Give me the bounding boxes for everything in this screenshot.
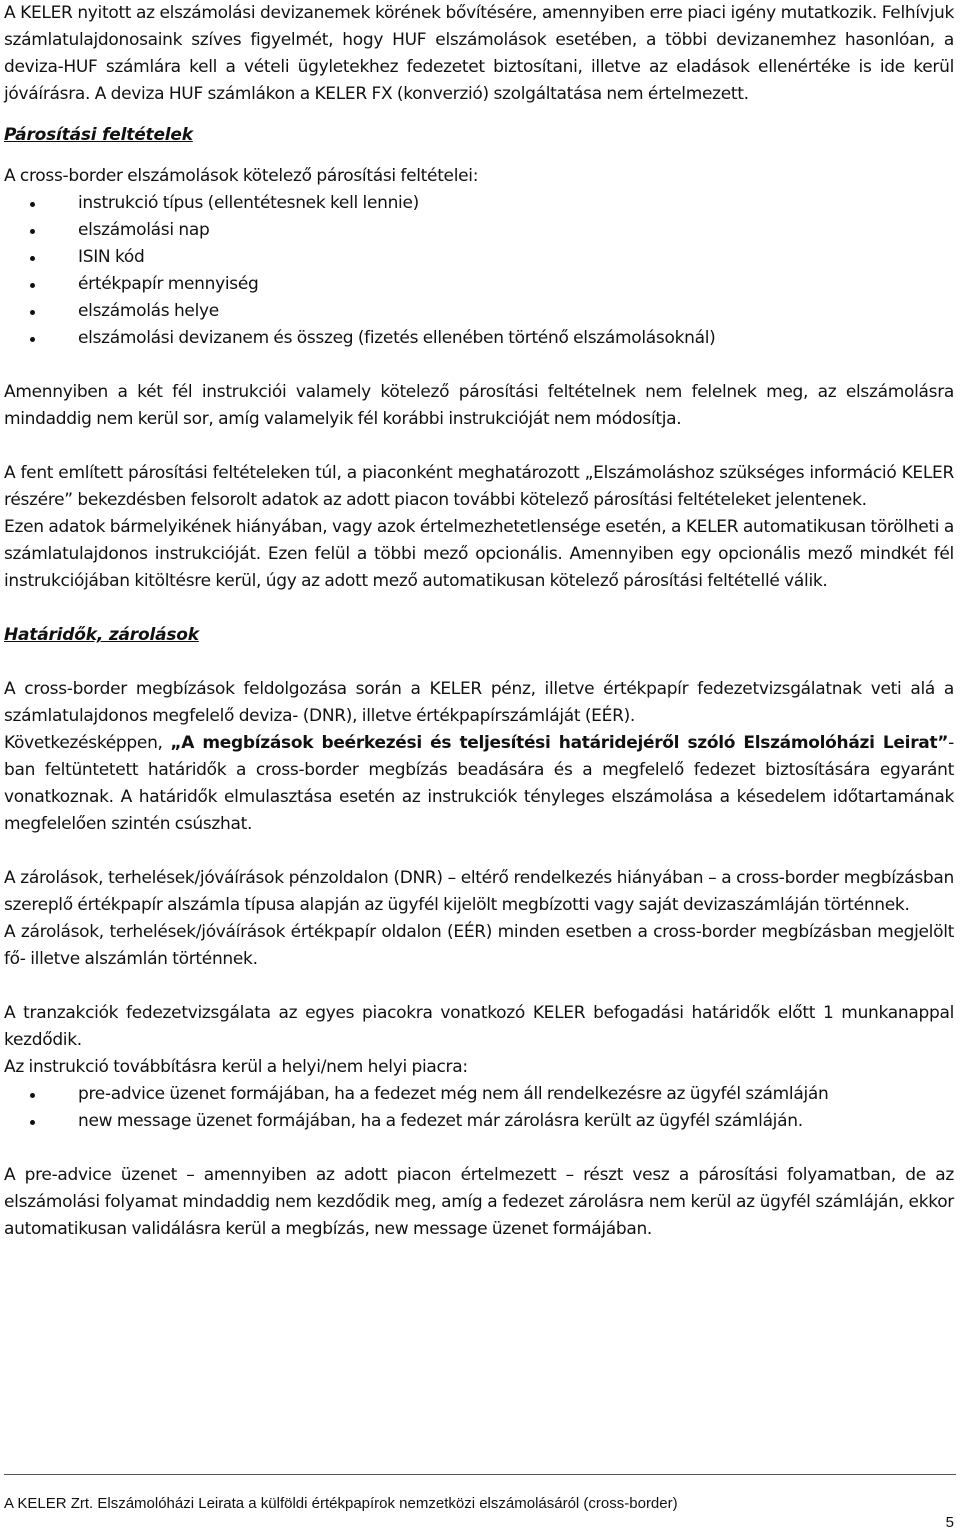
bullet-icon xyxy=(30,1093,35,1098)
page-number: 5 xyxy=(945,1514,954,1531)
deadlines-paragraph-7: A pre-advice üzenet – amennyiben az adott piacon értelmezett – részt vesz a párosítási folyamatban, de az elszámolási folyamat mindaddig nem kezdődik meg, amíg a fedezet zárolásra nem kerül az ügyfél számláján, ekkor automatikusan validálásra kerül a megbízás, new message üzenet formájában. xyxy=(4,1165,954,1239)
deadlines-paragraph-2: Következésképpen, „A megbízások beérkezési és teljesítési határidejéről szóló Elszámolóházi Leirat”-ban feltüntetett határidők a cross-border megbízás beadására és a megfelelő fedezet biztosítására egyaránt vonatkoznak. A határidők elmulasztása esetén az instrukciók tényleges elszámolása a késedelem időtartamának megfelelően szintén csúszhat. xyxy=(4,733,954,834)
bullet-icon xyxy=(30,1120,35,1125)
matching-heading: Párosítási feltételek xyxy=(4,125,193,145)
list-item: elszámolási nap xyxy=(4,217,954,244)
deadlines-paragraph-3: A zárolások, terhelések/jóváírások pénzoldalon (DNR) – eltérő rendelkezés hiányában – a cross-border megbízásban szereplő értékpapír alszámla típusa alapján az ügyfél kijelölt megbízotti vagy saját devizaszámláján történnek. xyxy=(4,868,954,915)
deadlines-paragraph-1: A cross-border megbízások feldolgozása során a KELER pénz, illetve értékpapír fedezetvizsgálatnak veti alá a számlatulajdonos megfelelő deviza- (DNR), illetve értékpapírszámláját (EÉR). xyxy=(4,679,954,726)
matching-lead: A cross-border elszámolások kötelező párosítási feltételei: xyxy=(4,166,479,186)
matching-paragraph-2: A fent említett párosítási feltételeken túl, a piaconként meghatározott „Elszámoláshoz szükséges információ KELER részére” bekezdésben felsorolt adatok az adott piacon további kötelező párosítási feltételeket jelentenek. xyxy=(4,463,954,510)
list-item: ISIN kód xyxy=(4,244,954,271)
list-item: elszámolás helye xyxy=(4,298,954,325)
list-item: new message üzenet formájában, ha a fedezet már zárolásra került az ügyfél számláján. xyxy=(4,1108,954,1135)
footer-divider xyxy=(4,1474,956,1475)
matching-paragraph-3: Ezen adatok bármelyikének hiányában, vagy azok értelmezhetetlensége esetén, a KELER automatikusan törölheti a számlatulajdonos instrukcióját. Ezen felül a többi mező opcionális. Amennyiben egy opcionális mező mindkét fél instrukciójában kitöltésre kerül, úgy az adott mező automatikusan kötelező párosítási feltétellé válik. xyxy=(4,517,954,591)
matching-conditions-list xyxy=(4,190,954,352)
list-item: instrukció típus (ellentétesnek kell lennie) xyxy=(4,190,954,217)
bullet-icon xyxy=(30,310,35,315)
deadlines-paragraph-4: A zárolások, terhelések/jóváírások értékpapír oldalon (EÉR) minden esetben a cross-border megbízásban megjelölt fő- illetve alszámlán történnek. xyxy=(4,922,954,969)
list-item: elszámolási devizanem és összeg (fizetés ellenében történő elszámolásoknál) xyxy=(4,325,954,352)
forwarding-list xyxy=(4,1081,954,1135)
document-page xyxy=(4,0,954,1243)
intro-paragraph: A KELER nyitott az elszámolási devizanemek körének bővítésére, amennyiben erre piaci igény mutatkozik. Felhívjuk számlatulajdonosaink szíves figyelmét, hogy HUF elszámolások esetében, a többi devizanemhez hasonlóan, a deviza-HUF számlára kell a vételi ügyletekhez fedezetet biztosítani, illetve az eladások ellenértéke is ide kerül jóváírásra. A deviza HUF számlákon a KELER FX (konverzió) szolgáltatása nem értelmezett. xyxy=(4,3,954,104)
bullet-icon xyxy=(30,283,35,288)
deadlines-heading: Határidők, zárolások xyxy=(4,625,199,645)
bullet-icon xyxy=(30,229,35,234)
matching-paragraph-1: Amennyiben a két fél instrukciói valamely kötelező párosítási feltételnek nem felelnek meg, az elszámolásra mindaddig nem kerül sor, amíg valamelyik fél korábbi instrukcióját nem módosítja. xyxy=(4,382,954,429)
footer-text: A KELER Zrt. Elszámolóházi Leirata a külföldi értékpapírok nemzetközi elszámolásáról (cross-border) xyxy=(4,1495,678,1512)
list-item: pre-advice üzenet formájában, ha a fedezet még nem áll rendelkezésre az ügyfél számláján xyxy=(4,1081,954,1108)
bullet-icon xyxy=(30,202,35,207)
deadlines-paragraph-6: Az instrukció továbbításra kerül a helyi/nem helyi piacra: xyxy=(4,1057,468,1077)
deadlines-paragraph-5: A tranzakciók fedezetvizsgálata az egyes piacokra vonatkozó KELER befogadási határidők előtt 1 munkanappal kezdődik. xyxy=(4,1003,954,1050)
bullet-icon xyxy=(30,337,35,342)
list-item: értékpapír mennyiség xyxy=(4,271,954,298)
bullet-icon xyxy=(30,256,35,261)
leirat-reference: „A megbízások beérkezési és teljesítési határidejéről szóló Elszámolóházi Leirat” xyxy=(170,733,949,753)
